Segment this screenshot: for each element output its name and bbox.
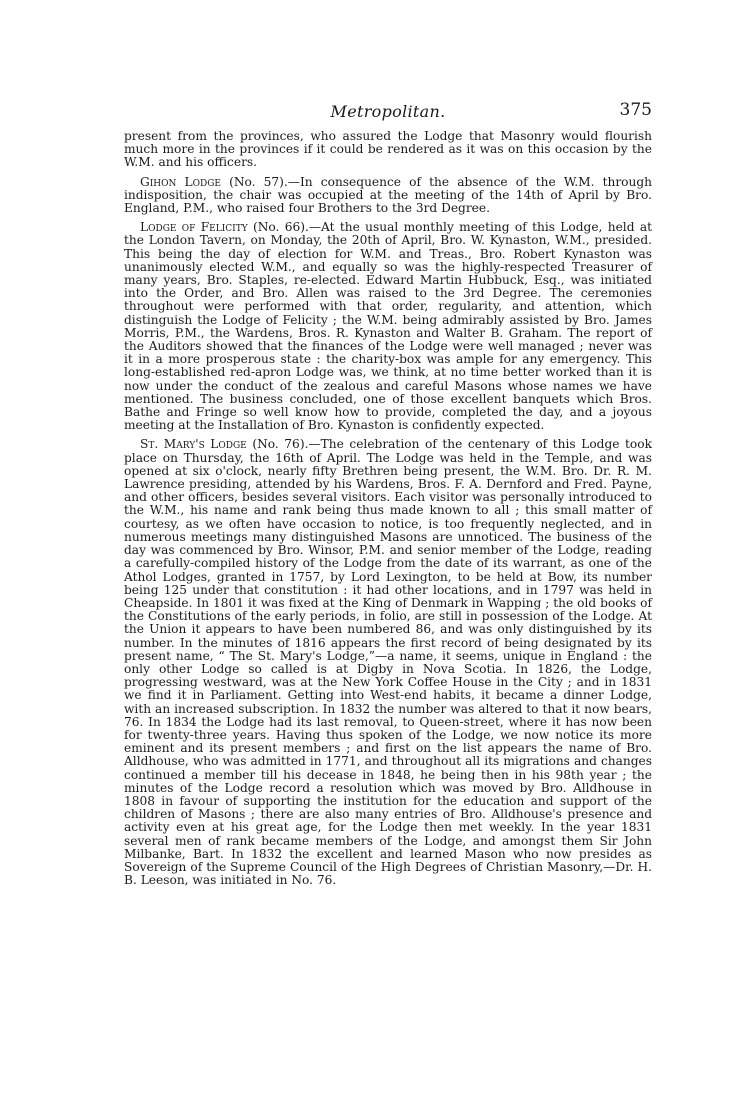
lodge-name: St. Mary's Lodge xyxy=(140,437,247,452)
paragraph-gihon-lodge xyxy=(124,176,652,216)
lodge-name: Lodge of Felicity xyxy=(140,220,248,235)
lodge-name: Gihon Lodge xyxy=(140,174,221,189)
running-title: Metropolitan. xyxy=(330,102,446,121)
page-header xyxy=(124,100,652,130)
paragraph-st-marys-lodge xyxy=(124,438,652,887)
paragraph-text: (No. 76).—The celebration of the centenary of this Lodge took place on Thursday, the 16th of April. The Lodge was held in the Temple, and was opened at six o'clock, nearly fifty Brethren being present, the W.M. Bro. Dr. R. M. Lawrence presiding, attended by his Wardens, Bros. F. A. Dernford and Fred. Payne, and other officers, besides several visitors. Each visitor was personally introduced to the W.M., his name and rank being thus made known to all ; this small matter of courtesy, as we often have occasion to notice, is too frequently neglected, and in numerous meetings many distinguished Masons are unnoticed. The business of the day was commenced by Bro. Winsor, P.M. and senior member of the Lodge, reading a carefully-compiled history of the Lodge from the date of its warrant, as one of the Athol Lodges, granted in 1757, by Lord Lexington, to be held at Bow, its number being 125 under that constitution : it had other locations, and in 1797 was held in Cheapside. In 1801 it was fixed at the King of Denmark in Wapping ; the old books of the Constitutions of the early periods, in folio, are still in possession of the Lodge. At the Union it appears to have been numbered 86, and was only distinguished by its number. In the minutes of 1816 appears the first record of being designated by its present name, “ The St. Mary's Lodge,”—a name, it seems, unique in England : the only other Lodge so called is at Digby in Nova Scotia. In 1826, the Lodge, progressing westward, was at the New York Coffee House in the City ; and in 1831 we find it in Parliament. Getting into West-end habits, it became a dinner Lodge, with an increased subscription. In 1832 the number was altered to that it now bears, 76. In 1834 the Lodge had its last removal, to Queen-street, where it has now been for twenty-three years. Having thus spoken of the Lodge, we now notice its more eminent and its present members ; and first on the list appears the name of Bro. Alldhouse, who was admitted in 1771, and throughout all its migrations and changes continued a member till his decease in 1848, he being then in his 98th year ; the minutes of the Lodge record a resolution which was moved by Bro. Alldhouse in 1808 in favour of supporting the institution for the education and support of the children of Masons ; there are also many entries of Bro. Alldhouse's presence and activity even at his great age, for the Lodge then met weekly. In the year 1831 several men of rank became members of the Lodge, and amongst them Sir John Milbanke, Bart. In 1832 the excellent and learned Mason who now presides as Sovereign of the Supreme Council of the High Degrees of Christian Masonry,—Dr. H. B. Leeson, was initiated in No. 76. xyxy=(124,437,652,888)
paragraph-text: present from the provinces, who assured the Lodge that Masonry would flourish much more in the provinces if it could be rendered as it was on this occasion by the W.M. and his officers. xyxy=(124,129,652,170)
paragraph-text: (No. 57).—In consequence of the absence of the W.M. through indisposition, the chair was occupied at the meeting of the 14th of April by Bro. England, P.M., who raised four Brothers to the 3rd Degree. xyxy=(124,174,652,216)
page xyxy=(124,100,652,893)
paragraph-text: (No. 66).—At the usual monthly meeting of this Lodge, held at the London Tavern, on Monday, the 20th of April, Bro. W. Kynaston, W.M., presided. This being the day of election for W.M. and Treas., Bro. Robert Kynaston was unanimously elected W.M., and equally so was the highly-respected Treasurer of many years, Bro. Staples, re-elected. Edward Martin Hubbuck, Esq., was initiated into the Order, and Bro. Allen was raised to the 3rd Degree. The ceremonies throughout were performed with that order, regularity, and attention, which distinguish the Lodge of Felicity ; the W.M. being admirably assisted by Bro. James Morris, P.M., the Wardens, Bros. R. Kynaston and Walter B. Graham. The report of the Auditors showed that the finances of the Lodge were well managed ; never was it in a more prosperous state : the charity-box was ample for any emergency. This long-established red-apron Lodge was, we think, at no time better worked than it is now under the conduct of the zealous and careful Masons whose names we have mentioned. The business concluded, one of those excellent banquets which Bros. Bathe and Fringe so well know how to provide, completed the day, and a joyous meeting at the Installation of Bro. Kynaston is confidently expected. xyxy=(124,220,652,433)
paragraph-continuation xyxy=(124,130,652,170)
page-number: 375 xyxy=(619,100,652,120)
paragraph-lodge-of-felicity xyxy=(124,221,652,432)
